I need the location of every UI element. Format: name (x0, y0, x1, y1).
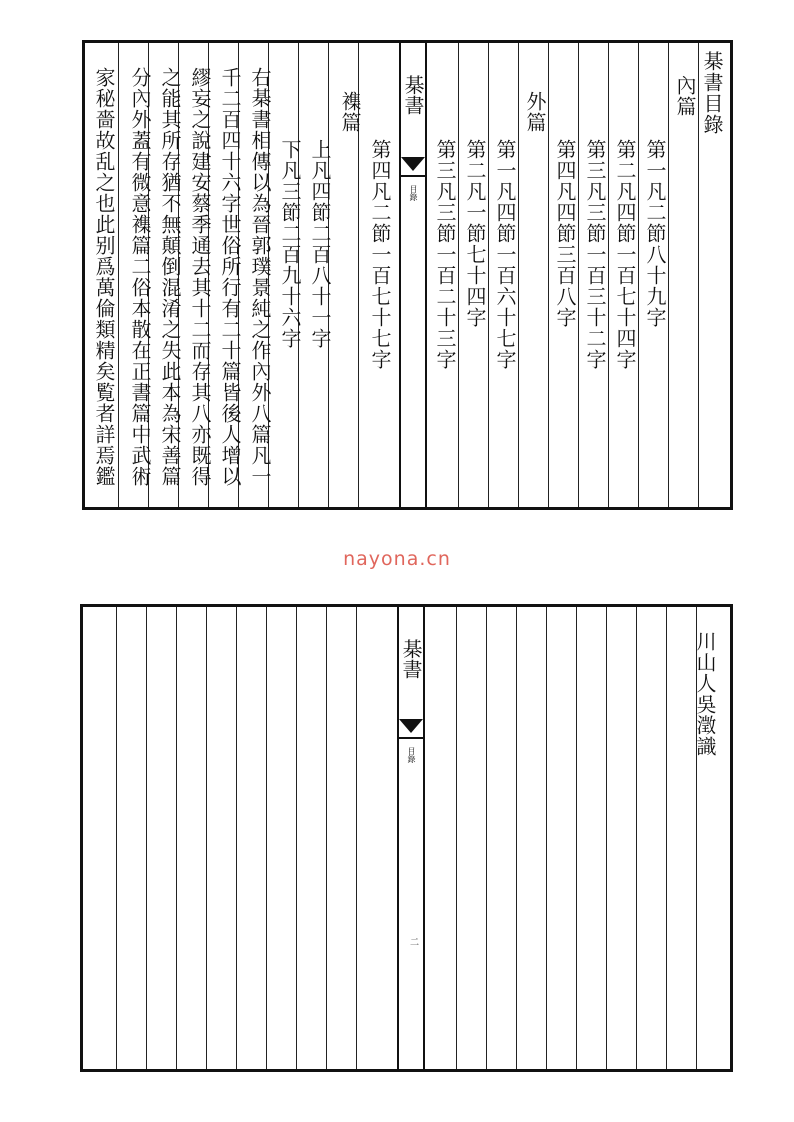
preface-line: 家秘嗇故乱之也此别爲萬倫類精矣覧者詳焉鑑 (92, 67, 116, 487)
top-page (82, 40, 733, 510)
column-rule (456, 607, 457, 1069)
running-title: 棊書 (399, 639, 423, 679)
preface-line: 分內外蓋有微意襍篇二俗本散在正書篇中武術 (128, 67, 152, 487)
running-title: 棊書 (401, 75, 425, 115)
column-rule (698, 43, 699, 507)
column-rule (606, 607, 607, 1069)
fishtail-rule (401, 175, 425, 177)
column-rule (666, 607, 667, 1069)
preface-line: 之能其所存猶不無顛倒混淆之失此本為宋善篇 (158, 67, 182, 487)
fishtail-rule (399, 737, 423, 739)
list-item: 第二凡四節一百七十四字 (613, 139, 637, 370)
column-rule (636, 607, 637, 1069)
folio-label: 目錄 (409, 185, 418, 201)
catalog-heading: 棊書目錄 (700, 51, 724, 135)
watermark-text: nayona.cn (343, 548, 451, 570)
column-rule (608, 43, 609, 507)
column-rule (486, 607, 487, 1069)
list-item: 下凡三節二百九十六字 (278, 139, 302, 349)
column-rule (326, 607, 327, 1069)
folio-label: 目錄 (407, 747, 416, 763)
column-rule (488, 43, 489, 507)
preface-line: 千二百四十六字世俗所行有二十篇皆後人增以 (218, 67, 242, 487)
list-item: 第一凡四節一百六十七字 (493, 139, 517, 370)
column-rule (296, 607, 297, 1069)
list-item: 第四凡四節三百八字 (553, 139, 577, 328)
bottom-page (80, 604, 733, 1072)
list-item: 第二凡一節七十四字 (463, 139, 487, 328)
column-rule (458, 43, 459, 507)
page-number: 二 (408, 937, 418, 946)
column-rule (578, 43, 579, 507)
list-item: 第三凡三節一百三十二字 (583, 139, 607, 370)
section-outer: 外篇 (523, 91, 547, 133)
column-rule (576, 607, 577, 1069)
fishtail-mark (401, 157, 425, 171)
column-rule (546, 607, 547, 1069)
column-rule (118, 43, 119, 507)
list-item: 第一凡二節八十九字 (643, 139, 667, 328)
section-inner: 內篇 (673, 75, 697, 117)
preface-line: 右棊書相傳以為晉郭璞景純之作內外八篇凡一 (248, 67, 272, 487)
column-rule (206, 607, 207, 1069)
list-item: 第四凡二節一百七十七字 (368, 139, 392, 370)
column-rule (146, 607, 147, 1069)
column-rule (516, 607, 517, 1069)
list-item: 第三凡三節一百二十三字 (433, 139, 457, 370)
column-rule (266, 607, 267, 1069)
column-rule (518, 43, 519, 507)
preface-line: 繆妄之說建安蔡季通去其十二而存其八亦既得 (188, 67, 212, 487)
column-rule (638, 43, 639, 507)
list-item: 上凡四節二百八十一字 (308, 139, 332, 349)
column-rule (548, 43, 549, 507)
column-rule (236, 607, 237, 1069)
column-rule (116, 607, 117, 1069)
signature-line: 川山人吳澂識 (693, 631, 717, 757)
column-rule (356, 607, 357, 1069)
section-misc: 襍篇 (338, 91, 362, 133)
fishtail-mark (399, 719, 423, 733)
column-rule (668, 43, 669, 507)
column-rule (176, 607, 177, 1069)
